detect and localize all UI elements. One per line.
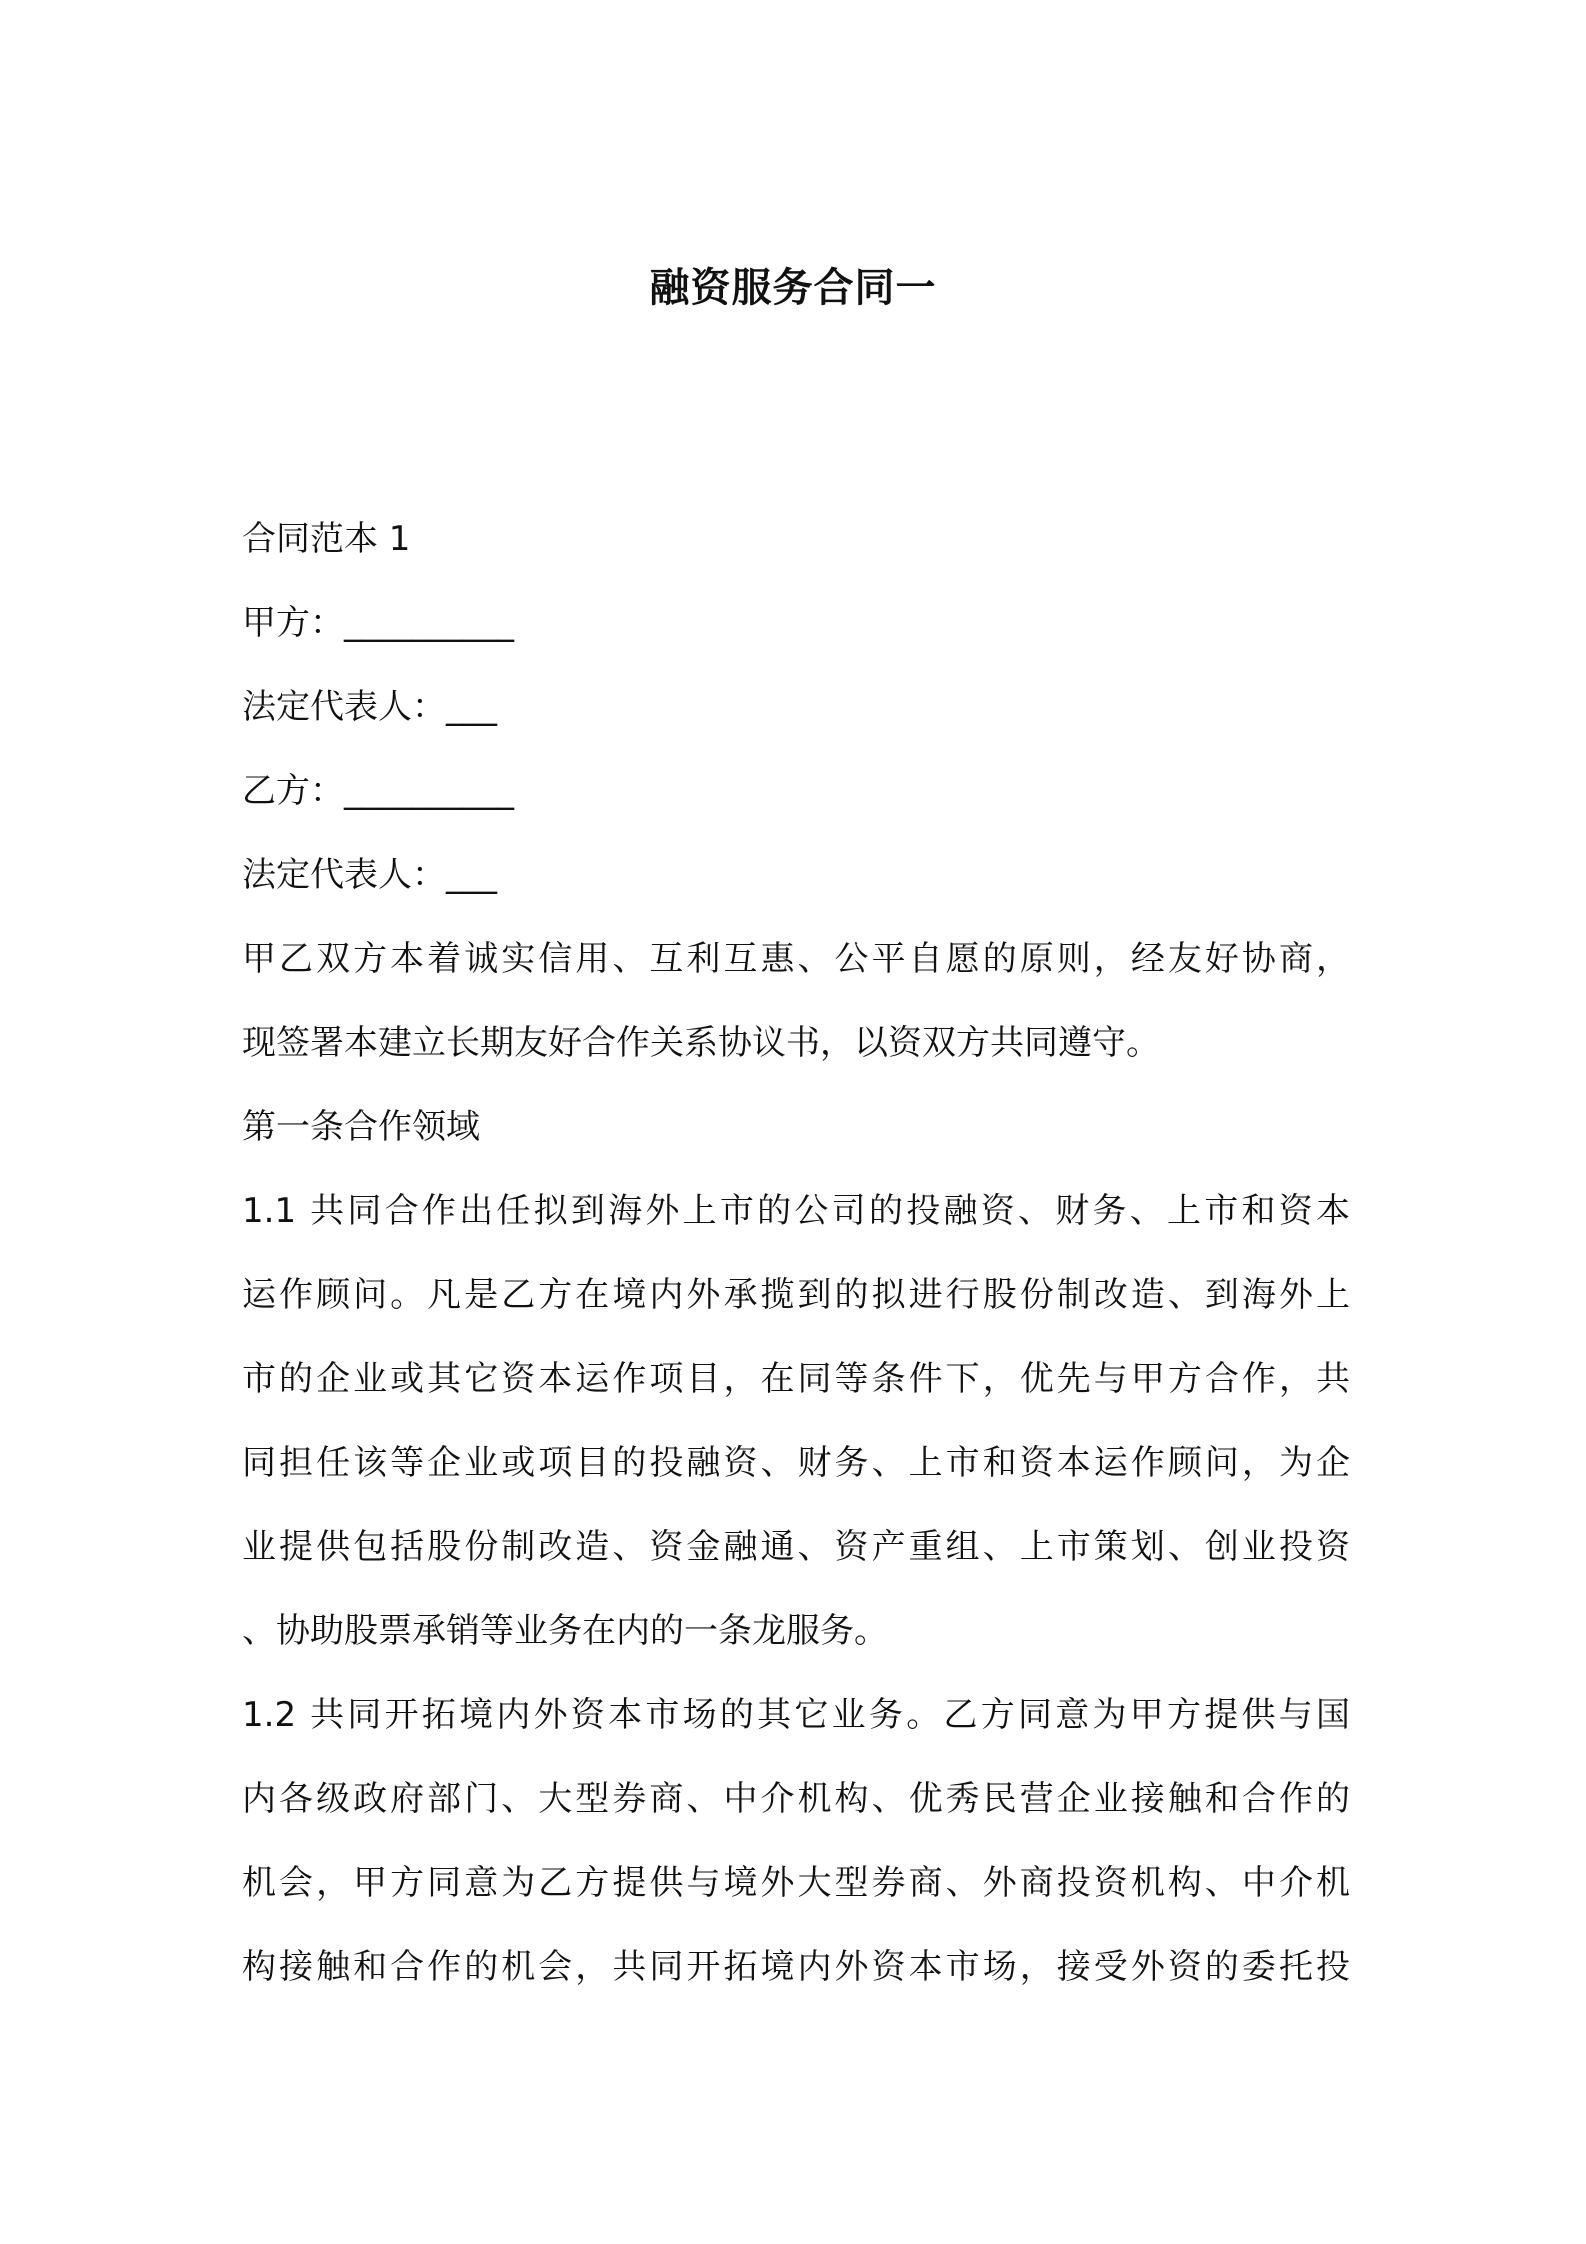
clause-1-2-line: 机会，甲方同意为乙方提供与境外大型券商、外商投资机构、中介机: [242, 1863, 1350, 1903]
party-a-legal-rep-field: 法定代表人：___: [242, 687, 497, 727]
clause-1-1-line: 1.1 共同合作出任拟到海外上市的公司的投融资、财务、上市和资本: [242, 1191, 1350, 1231]
article-1-heading: 第一条合作领域: [242, 1107, 480, 1147]
clause-1-2-line: 内各级政府部门、大型券商、中介机构、优秀民营企业接触和合作的: [242, 1779, 1350, 1819]
preamble-line: 现签署本建立长期友好合作关系协议书，以资双方共同遵守。: [242, 1023, 1160, 1063]
clause-1-1-line: 运作顾问。凡是乙方在境内外承揽到的拟进行股份制改造、到海外上: [242, 1275, 1350, 1315]
party-b-legal-rep-field: 法定代表人：___: [242, 855, 497, 895]
clause-1-1-line: 市的企业或其它资本运作项目，在同等条件下，优先与甲方合作，共: [242, 1359, 1350, 1399]
clause-1-1-line: 、协助股票承销等业务在内的一条龙服务。: [242, 1611, 888, 1651]
clause-1-2-line: 1.2 共同开拓境内外资本市场的其它业务。乙方同意为甲方提供与国: [242, 1695, 1350, 1735]
preamble-line: 甲乙双方本着诚实信用、互利互惠、公平自愿的原则，经友好协商，: [242, 939, 1350, 979]
contract-template-label: 合同范本 1: [242, 519, 411, 559]
clause-1-2-line: 构接触和合作的机会，共同开拓境内外资本市场，接受外资的委托投: [242, 1947, 1350, 1987]
clause-1-1-line: 业提供包括股份制改造、资金融通、资产重组、上市策划、创业投资: [242, 1527, 1350, 1567]
document-body: [242, 497, 1350, 2009]
party-a-field: 甲方：__________: [242, 603, 514, 643]
party-b-field: 乙方：__________: [242, 771, 514, 811]
clause-1-1-line: 同担任该等企业或项目的投融资、财务、上市和资本运作顾问，为企: [242, 1443, 1350, 1483]
document-title: 融资服务合同一: [649, 265, 937, 311]
